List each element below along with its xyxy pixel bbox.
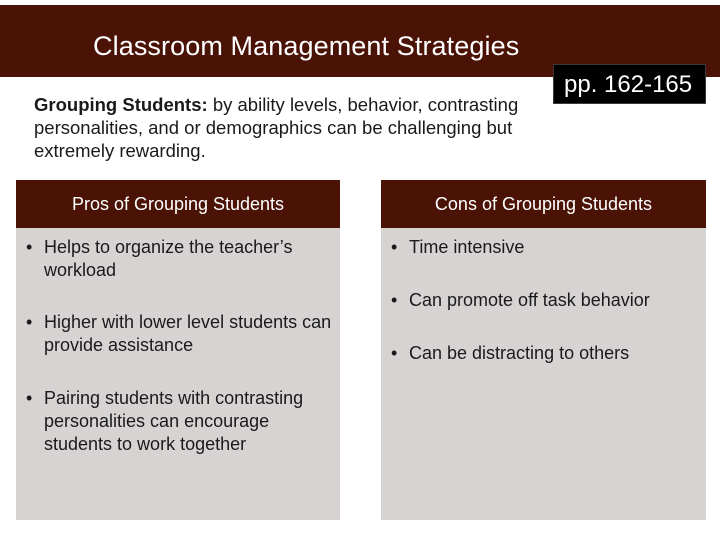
pros-item [26, 311, 334, 357]
cons-item-text: Can promote off task behavior [409, 290, 650, 310]
pros-item-text: Pairing students with contrasting personalities can encourage students to work together [44, 388, 304, 454]
cons-item-text: Can be distracting to others [409, 343, 630, 363]
pros-header: Pros of Grouping Students [16, 180, 340, 228]
pros-list [26, 236, 334, 456]
bullet-icon: • [26, 388, 33, 408]
bullet-icon: • [391, 290, 398, 310]
cons-panel [381, 180, 706, 520]
page-reference: pp. 162-165 [564, 71, 693, 98]
pros-item-text: Higher with lower level students can provide assistance [44, 312, 332, 355]
cons-item [391, 342, 700, 365]
cons-list [391, 236, 700, 365]
cons-item-text: Time intensive [409, 237, 525, 257]
pros-item [26, 236, 334, 282]
bullet-icon: • [391, 343, 398, 363]
intro-paragraph [34, 93, 594, 162]
pros-item-text: Helps to organize the teacher’s workload [44, 237, 293, 280]
cons-item [391, 289, 700, 312]
bullet-icon: • [26, 237, 33, 257]
slide-title: Classroom Management Strategies [93, 31, 520, 61]
pros-item [26, 387, 334, 456]
bullet-icon: • [391, 237, 398, 257]
pros-panel [16, 180, 340, 520]
intro-lead: Grouping Students: [34, 94, 208, 115]
intro-body: by ability levels, behavior, contrasting personalities, and or demographics can be challenging but extremely rewarding. [34, 94, 519, 161]
bullet-icon: • [26, 312, 33, 332]
cons-item [391, 236, 700, 259]
cons-header: Cons of Grouping Students [381, 180, 706, 228]
